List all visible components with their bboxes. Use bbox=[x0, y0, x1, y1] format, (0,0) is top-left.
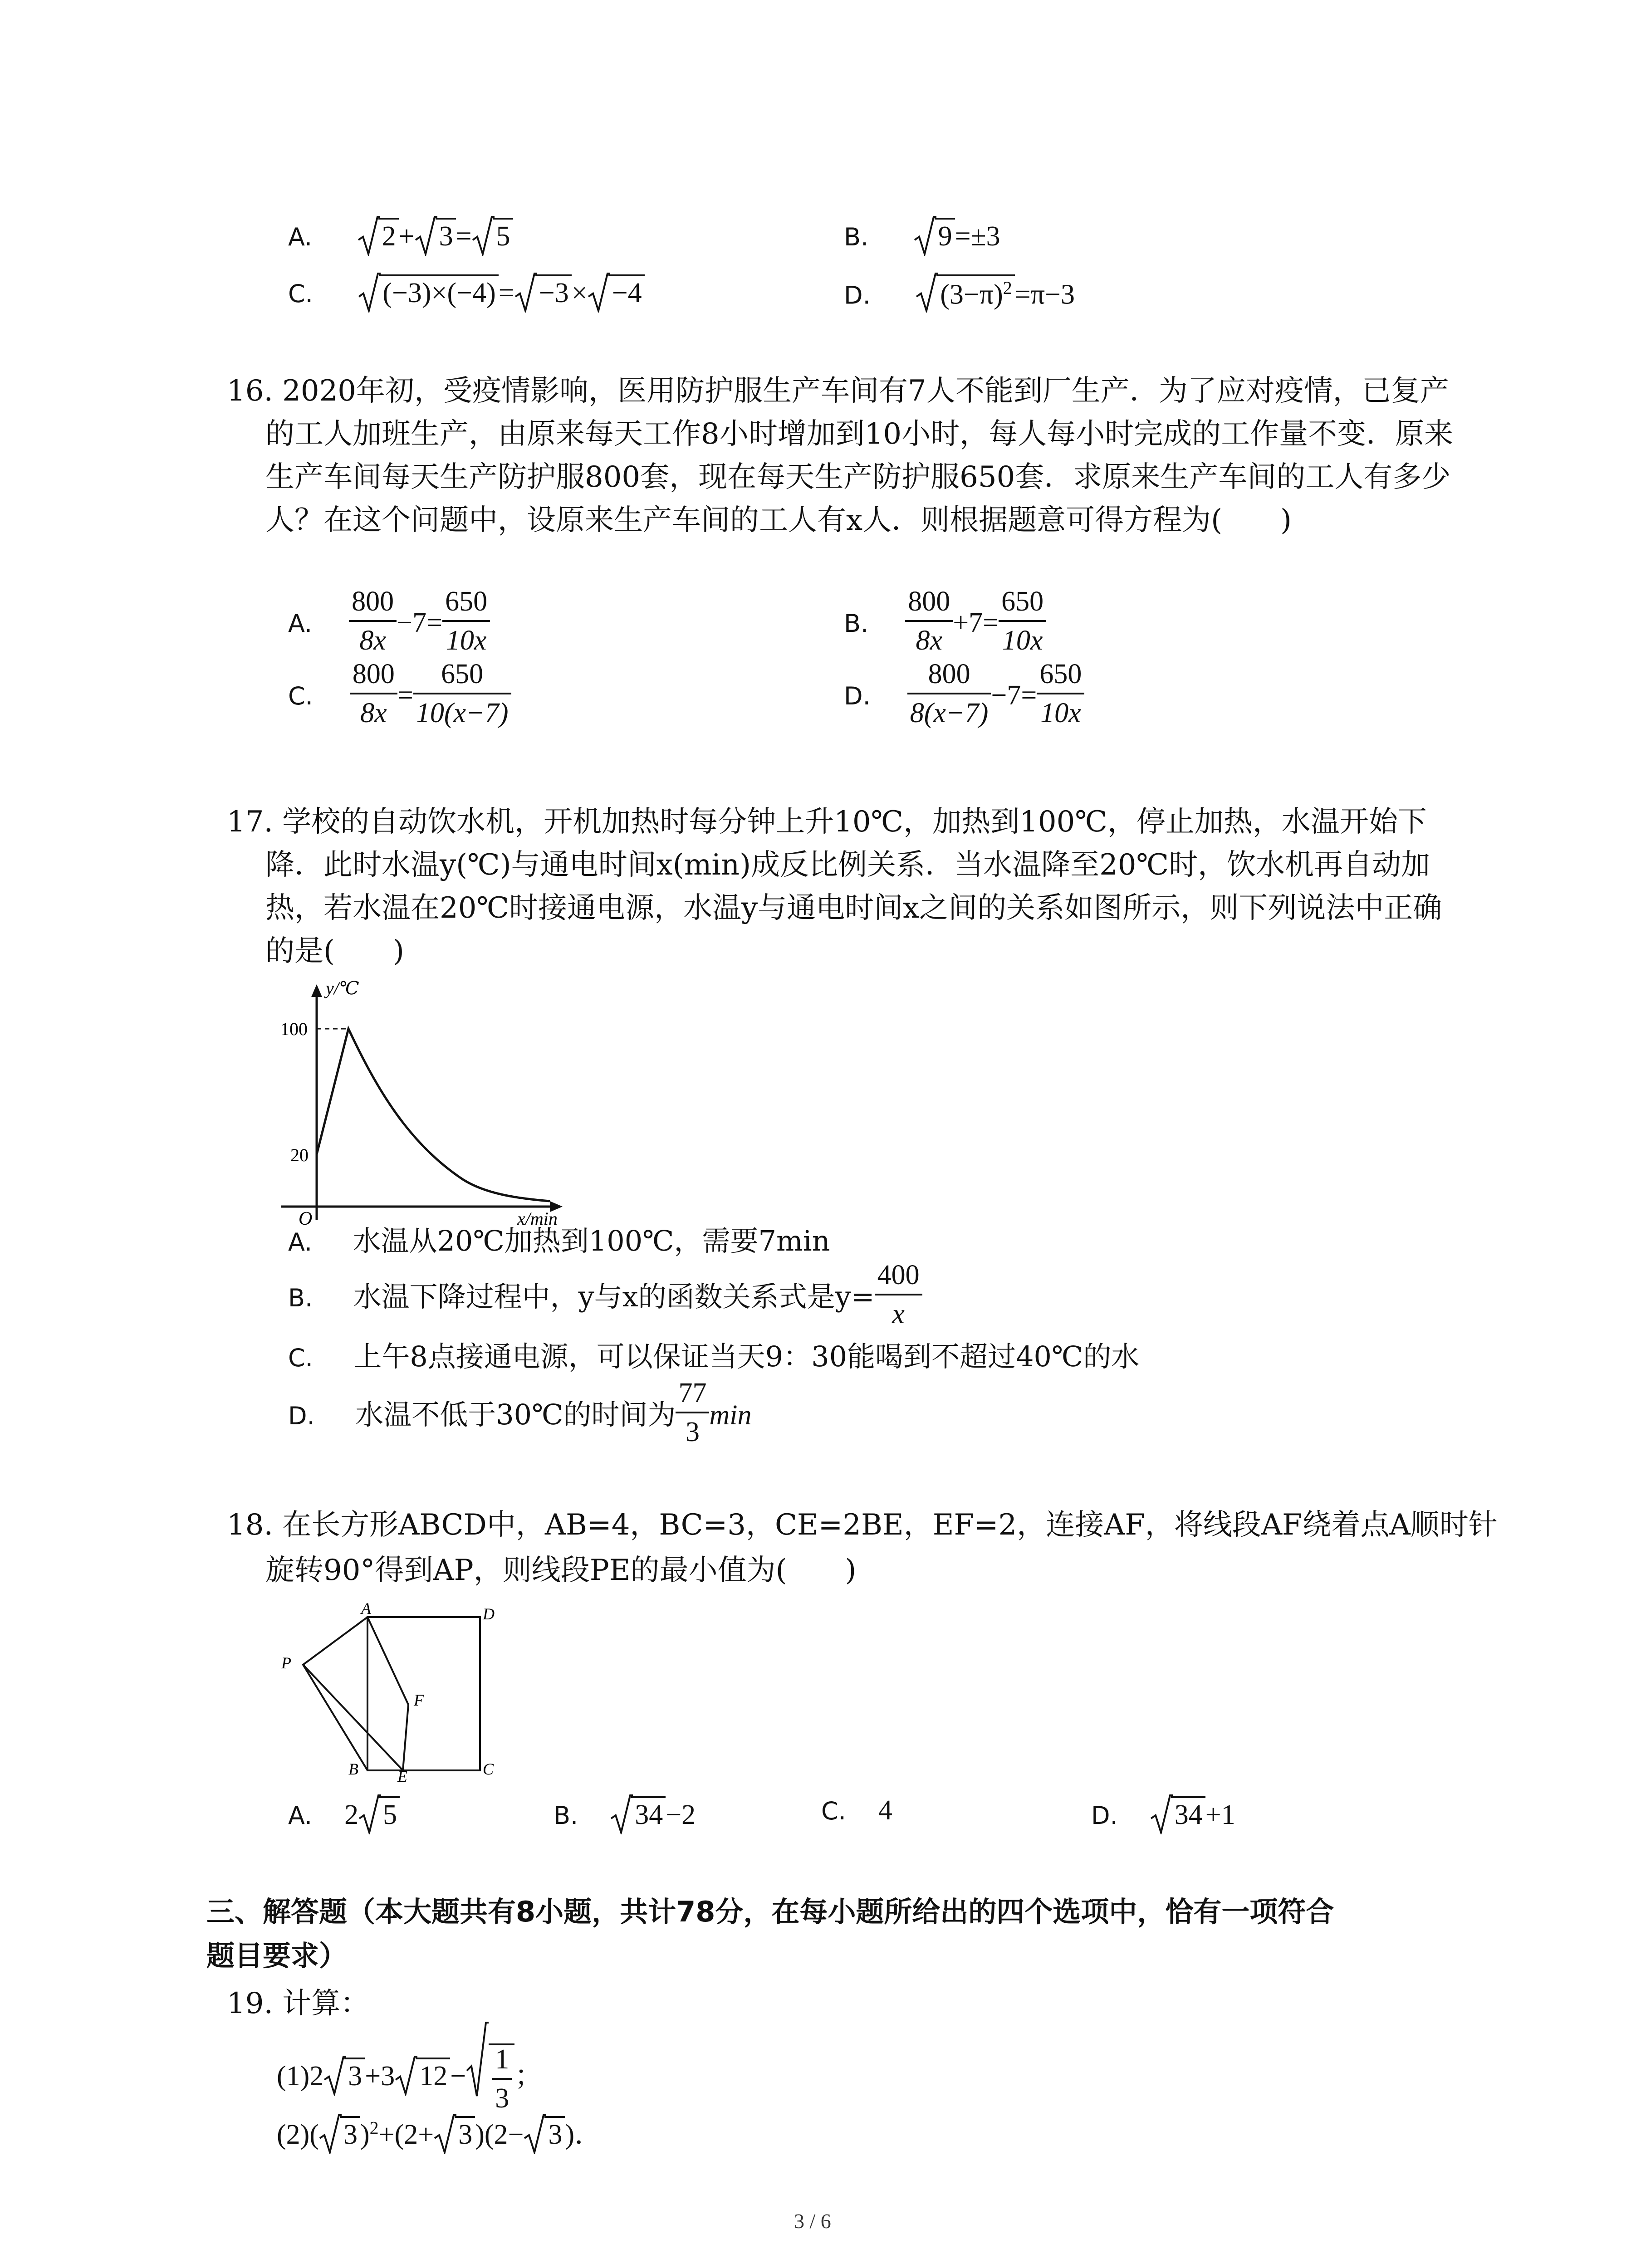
y-axis-label: y/℃ bbox=[326, 978, 359, 998]
q18-option-b[interactable]: B. 34−2 bbox=[554, 1796, 696, 1829]
y-axis-arrow bbox=[311, 984, 322, 997]
tick-100: 100 bbox=[280, 1019, 308, 1039]
section3-title-line1: 三、解答题（本大题共有8小题，共计78分，在每小题所给出的四个选项中，恰有一项符合 bbox=[206, 1895, 1334, 1928]
q17-option-b[interactable]: B. 水温下降过程中，y与x的函数关系式是y= $\frac{400}{x}$ bbox=[288, 1266, 922, 1333]
q18-figure bbox=[272, 1601, 517, 1783]
origin-label: O bbox=[299, 1208, 313, 1225]
tick-20: 20 bbox=[290, 1145, 309, 1165]
q17-graph bbox=[272, 975, 590, 1225]
q15-option-d[interactable]: D. $(3-\pi)^2=\pi-3$ bbox=[844, 274, 1075, 309]
option-label: A. bbox=[288, 223, 313, 251]
triangle-pae bbox=[303, 1617, 367, 1770]
q18-stem-line2: 旋转90°得到AP，则线段PE的最小值为( ) bbox=[265, 1554, 857, 1587]
temperature-curve bbox=[317, 1029, 550, 1201]
q17-stem: 17. 学校的自动饮水机，开机加热时每分钟上升10℃，加热到100℃，停止加热，水温开始下降．此时水温y(℃)与通电时间x(min)成反比例关系．当水温降至20℃时，饮水机再自动加热，若水温在20℃时接通电源，水温y与通电时间x之间的关系如图所示，则下列说法中正确的是( ) bbox=[227, 805, 1442, 968]
q18-option-d[interactable]: D. 34+1 bbox=[1091, 1796, 1235, 1829]
q17-option-c[interactable]: C. 上午8点接通电源，可以保证当天9：30能喝到不超过40℃的水 bbox=[288, 1340, 1140, 1373]
sqrt: 2 bbox=[358, 218, 399, 250]
label-p: P bbox=[281, 1654, 291, 1672]
q18-stem-line1: 18. 在长方形ABCD中，AB=4，BC=3，CE=2BE，EF=2，连接AF，将线段AF绕着点A顺时针 bbox=[227, 1508, 1498, 1542]
option-label: B. bbox=[844, 223, 869, 251]
label-a: A bbox=[361, 1601, 371, 1618]
segment-pe bbox=[303, 1665, 403, 1770]
rectangle-abcd bbox=[367, 1617, 480, 1770]
q19-part2: (2)( 3)$^2$+(2+ 3)(2− 3)． bbox=[277, 2116, 603, 2149]
q17-option-d[interactable]: D. 水温不低于30℃的时间为 $\frac{77}{3}$ min bbox=[288, 1378, 752, 1447]
page-number: 3 / 6 bbox=[794, 2209, 831, 2233]
q18-option-c[interactable]: C. 4 bbox=[821, 1795, 892, 1826]
label-d: D bbox=[483, 1605, 495, 1623]
label-f: F bbox=[414, 1691, 424, 1709]
q16-stem: 16. 2020年初，受疫情影响，医用防护服生产车间有7人不能到厂生产．为了应对疫情，已复产的工人加班生产，由原来每天工作8小时增加到10小时，每人每小时完成的工作量不变．原来生产车间每天生产防护服800套，现在每天生产防护服650套．求原来生产车间的工人有多少人？在这个问题中，设原来生产车间的工人有x人．则根据题意可得方程为( ) bbox=[227, 374, 1454, 537]
q15-option-a[interactable]: A. 2+ 3= 5 bbox=[288, 218, 513, 250]
section3-title-line2: 题目要求） bbox=[206, 1939, 348, 1972]
q16-option-a[interactable]: A. $\frac{800}{8x}$ −7= $\frac{650}{10x}$ bbox=[288, 592, 490, 659]
q19-part1: (1)2 3+3 12− $\frac{1}{3}$ ； bbox=[277, 2043, 543, 2112]
q18-option-a[interactable]: A. 2 5 bbox=[288, 1796, 400, 1829]
q17-option-a[interactable]: A. 水温从20℃加热到100℃，需要7min bbox=[288, 1224, 830, 1257]
q16-option-b[interactable]: B. $\frac{800}{8x}$ +7= $\frac{650}{10x}$ bbox=[844, 592, 1046, 659]
label-e: E bbox=[397, 1767, 407, 1783]
label-c: C bbox=[483, 1760, 494, 1778]
q19-head: 19. 计算： bbox=[227, 1987, 370, 2020]
q16-option-c[interactable]: C. $\frac{800}{8x}$ = $\frac{650}{10(x-7)}$ bbox=[288, 665, 511, 732]
option-label: C. bbox=[288, 279, 313, 308]
x-axis-label: x/min bbox=[517, 1208, 558, 1225]
q15-option-b[interactable]: B. 9=±3 bbox=[844, 218, 1000, 250]
segment-afe bbox=[367, 1617, 408, 1770]
label-b: B bbox=[348, 1760, 358, 1778]
q15-option-c[interactable]: C. (−3)×(−4)= −3× −4 bbox=[288, 274, 645, 307]
q16-option-d[interactable]: D. $\frac{800}{8(x-7)}$ −7= $\frac{650}{10x}$ bbox=[844, 665, 1084, 732]
option-label: D. bbox=[844, 281, 871, 310]
